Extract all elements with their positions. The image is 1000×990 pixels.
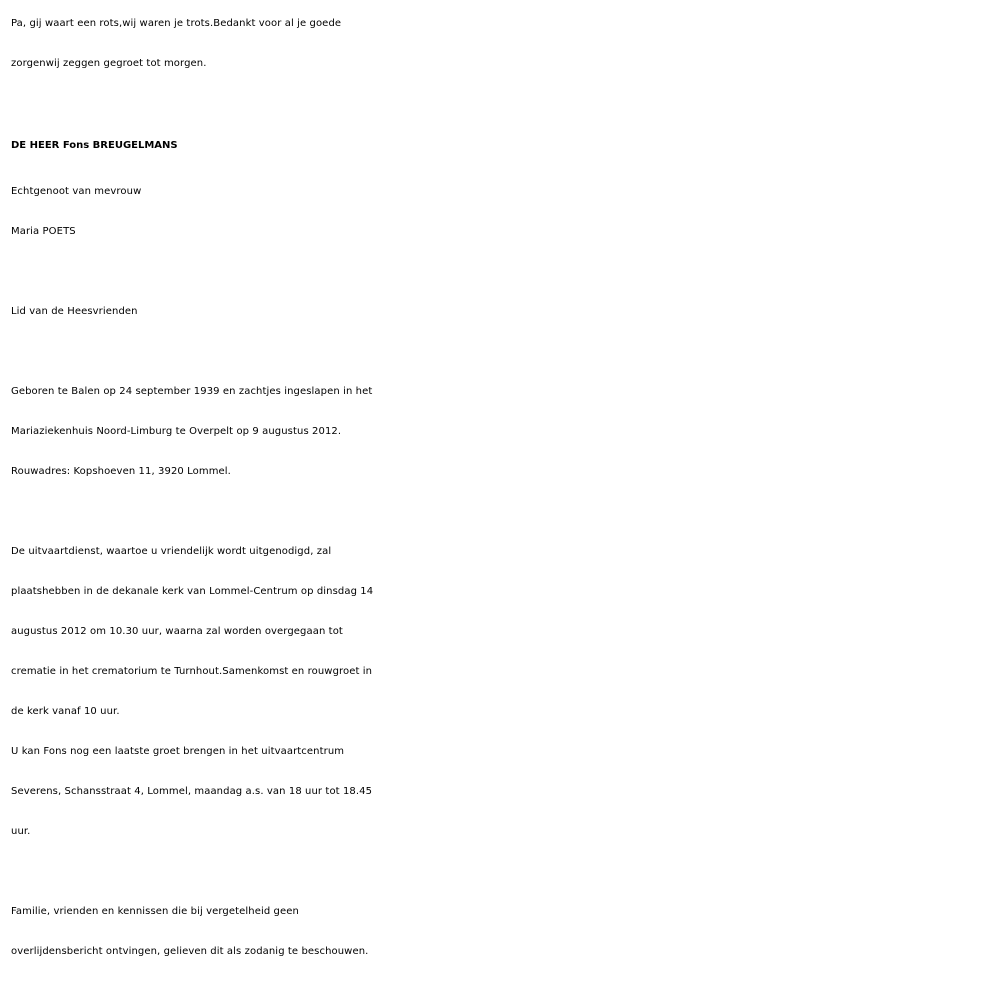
address-line: Rouwadres: Kopshoeven 11, 3920 Lommel.: [11, 466, 231, 477]
birth-death-block: [11, 372, 996, 492]
service-line: augustus 2012 om 10.30 uur, waarna zal worden overgegaan tot: [11, 626, 343, 637]
membership-line: Lid van de Heesvrienden: [11, 306, 138, 317]
service-line: De uitvaartdienst, waartoe u vriendelijk wordt uitgenodigd, zal: [11, 546, 332, 557]
spouse-line: Echtgenoot van mevrouw: [11, 186, 142, 197]
closing-line: overlijdensbericht ontvingen, gelieven dit als zodanig te beschouwen.: [11, 946, 369, 957]
spacer: [11, 332, 996, 372]
spacer: [11, 852, 996, 892]
obituary-document: [11, 4, 996, 972]
spacer: [11, 252, 996, 292]
service-line: plaatshebben in de dekanale kerk van Lommel-Centrum op dinsdag 14: [11, 586, 374, 597]
intro-line: Pa, gij waart een rots,wij waren je trots.Bedankt voor al je goede: [11, 18, 342, 29]
deceased-name: DE HEER Fons BREUGELMANS: [11, 140, 178, 151]
closing-line: Familie, vrienden en kennissen die bij vergetelheid geen: [11, 906, 299, 917]
spouse-block: [11, 172, 996, 252]
birth-death-line: Mariaziekenhuis Noord-Limburg te Overpelt op 9 augustus 2012.: [11, 426, 342, 437]
spouse-line: Maria POETS: [11, 226, 76, 237]
service-line: uur.: [11, 826, 31, 837]
birth-death-line: Geboren te Balen op 24 september 1939 en zachtjes ingeslapen in het: [11, 386, 373, 397]
service-line: U kan Fons nog een laatste groet brengen in het uitvaartcentrum: [11, 746, 345, 757]
service-line: de kerk vanaf 10 uur.: [11, 706, 120, 717]
intro-line: zorgenwij zeggen gegroet tot morgen.: [11, 58, 207, 69]
service-line: crematie in het crematorium te Turnhout.Samenkomst en rouwgroet in: [11, 666, 373, 677]
service-block: [11, 532, 996, 852]
intro-verse: [11, 4, 996, 84]
closing-block: [11, 892, 996, 972]
spacer: [11, 492, 996, 532]
service-line: Severens, Schansstraat 4, Lommel, maandag a.s. van 18 uur tot 18.45: [11, 786, 373, 797]
